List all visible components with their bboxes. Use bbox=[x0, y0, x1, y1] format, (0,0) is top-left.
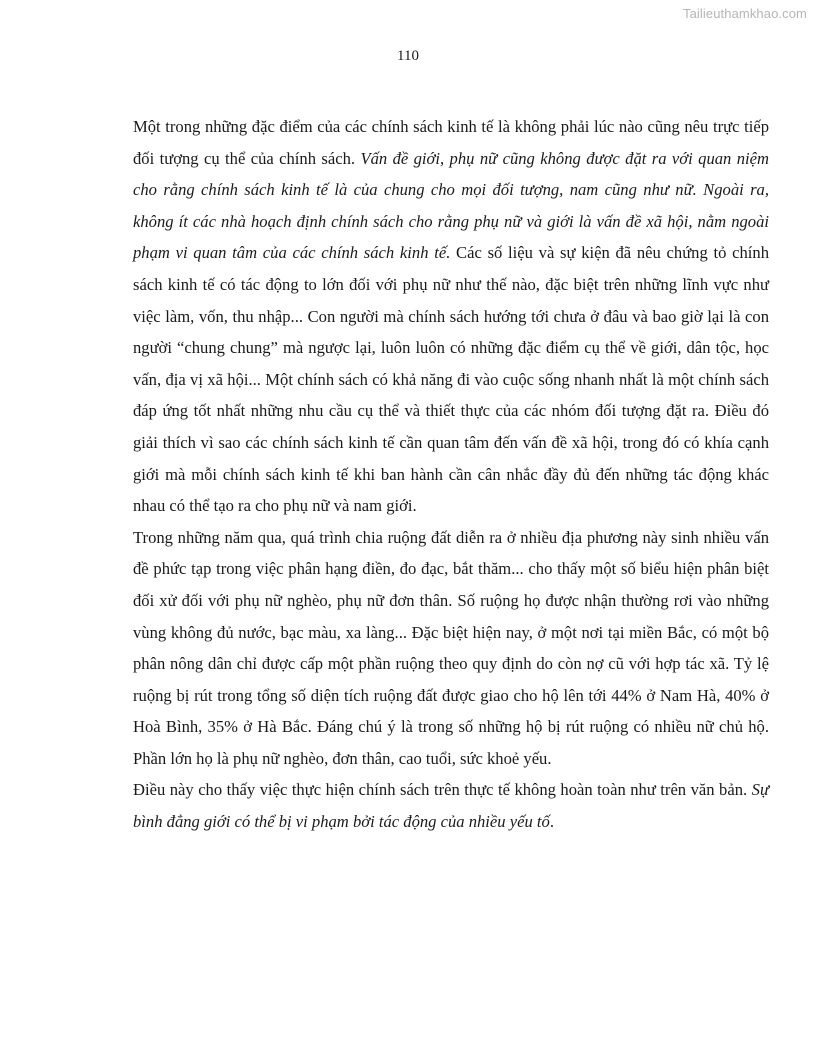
paragraph-1-italic: Vấn đề giới, phụ nữ cũng không được đặt ra với quan niệm cho rằng chính sách kinh tế là của chung cho mọi đối tượng, nam cũng như nữ. Ngoài ra, không ít các nhà hoạch định chính sách cho rằng phụ nữ và giới là vấn đề xã hội, nằm ngoài phạm vi quan tâm của các chính sách kinh tế. bbox=[133, 148, 769, 263]
paragraph-1-text-a: Một trong những đặc điểm của các chính sách kinh tế là không phải lúc nào cũng nêu trực tiếp đối tượng cụ thể của chính sách. bbox=[133, 117, 769, 168]
paragraph-2-text: Trong những năm qua, quá trình chia ruộng đất diễn ra ở nhiều địa phương này sinh nhiều vấn đề phức tạp trong việc phân hạng điền, đo đạc, bắt thăm... cho thấy một số biểu hiện phân biệt đối xử đối với phụ nữ nghèo, phụ nữ đơn thân. Số ruộng họ được nhận thường rơi vào những vùng không đủ nước, bạc màu, xa làng... Đặc biệt hiện nay, ở một nơi tại miền Bắc, có một bộ phân nông dân chỉ được cấp một phần ruộng theo quy định do còn nợ cũ với hợp tác xã. Tỷ lệ ruộng bị rút trong tổng số diện tích ruộng đất được giao cho hộ lên tới 44% ở Nam Hà, 40% ở Hoà Bình, 35% ở Hà Bắc. Đáng chú ý là trong số những hộ bị rút ruộng có nhiều nữ chủ hộ. Phần lớn họ là phụ nữ nghèo, đơn thân, cao tuổi, sức khoẻ yếu. bbox=[133, 527, 769, 768]
paragraph-1 bbox=[133, 111, 769, 522]
paragraph-3 bbox=[133, 774, 769, 837]
page-number: 110 bbox=[397, 48, 419, 64]
document-body bbox=[133, 111, 769, 838]
watermark: Tailieuthamkhao.com bbox=[682, 6, 807, 21]
paragraph-3-italic: Sự bình đẳng giới có thể bị vi phạm bởi tác động của nhiều yếu tố bbox=[133, 780, 769, 832]
paragraph-3-tail: . bbox=[549, 812, 554, 832]
paragraph-1-text-b: Các số liệu và sự kiện đã nêu chứng tỏ chính sách kinh tế có tác động to lớn đối với phụ nữ như thế nào, đặc biệt trên những lĩnh vực như việc làm, vốn, thu nhập... Con người mà chính sách hướng tới chưa ở đâu và bao giờ lại là con người “chung chung” mà ngược lại, luôn luôn có những đặc điểm cụ thể về giới, dân tộc, học vấn, địa vị xã hội... Một chính sách có khả năng đi vào cuộc sống nhanh nhất là một chính sách đáp ứng tốt nhất những nhu cầu cụ thể và thiết thực của các nhóm đối tượng đặt ra. Điều đó giải thích vì sao các chính sách kinh tế cần quan tâm đến vấn đề xã hội, trong đó có khía cạnh giới mà mỗi chính sách kinh tế khi ban hành cần cân nhắc đầy đủ đến những tác động khác nhau có thể tạo ra cho phụ nữ và nam giới. bbox=[133, 243, 769, 516]
paragraph-2 bbox=[133, 522, 769, 775]
paragraph-3-text: Điều này cho thấy việc thực hiện chính sách trên thực tế không hoàn toàn như trên văn bản. bbox=[133, 780, 752, 800]
